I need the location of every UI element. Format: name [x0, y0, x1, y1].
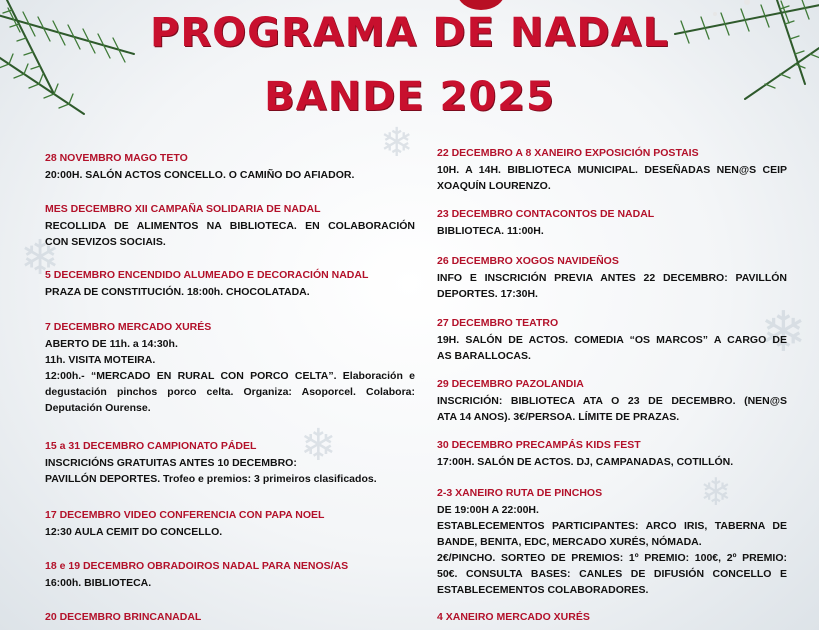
snowflake-icon: ❄ — [700, 470, 732, 514]
event-item — [45, 610, 415, 624]
event-details — [437, 393, 787, 425]
event-detail-line: 12:00h.- “MERCADO EN RURAL CON PORCO CELTA”. Elaboración e — [45, 370, 415, 382]
event-detail-line: BANDE, BENITA, EDC, MERCADO XURÉS, NÓMADA. — [437, 536, 702, 548]
event-details — [437, 270, 787, 302]
event-detail-line: 50€. CONSULTA BASES: CANLES DE DIFUSIÓN CONCELLO E — [437, 568, 787, 580]
event-heading: MES DECEMBRO XII CAMPAÑA SOLIDARIA DE NADAL — [45, 203, 321, 215]
event-item — [45, 202, 415, 250]
event-detail-line: 12:30 AULA CEMIT DO CONCELLO. — [45, 526, 223, 538]
event-item — [437, 254, 787, 302]
event-detail-line: 11h. VISITA MOTEIRA. — [45, 354, 156, 366]
snowflake-icon: ❄ — [380, 120, 414, 166]
snowflake-icon: ❄ — [20, 230, 61, 286]
event-item — [45, 151, 415, 183]
event-details — [45, 455, 415, 487]
event-detail-line: XOAQUÍN LOURENZO. — [437, 180, 551, 192]
event-details — [45, 575, 415, 591]
event-heading: 7 DECEMBRO MERCADO XURÉS — [45, 321, 212, 333]
event-detail-line: AS BARALLOCAS. — [437, 350, 531, 362]
event-detail-line: ESTABLECEMENTOS PARTICIPANTES: ARCO IRIS, TABERNA DE — [437, 520, 787, 532]
event-detail-line: ESTABLECEMENTOS COLABORADORES. — [437, 584, 649, 596]
snowflake-icon: ❄ — [760, 300, 807, 365]
event-details — [45, 167, 415, 183]
event-heading: 26 DECEMBRO XOGOS NAVIDEÑOS — [437, 255, 619, 267]
event-detail-line: degustación pinchos porco celta. Organiza: Asoporcel. Colabora: — [45, 386, 415, 398]
event-heading: 29 DECEMBRO PAZOLANDIA — [437, 378, 584, 390]
event-heading: 30 DECEMBRO PRECAMPÁS KIDS FEST — [437, 439, 641, 451]
event-details — [437, 454, 787, 470]
event-item — [437, 207, 787, 239]
event-detail-line: 19H. SALÓN DE ACTOS. COMEDIA “OS MARCOS” A CARGO DE — [437, 334, 787, 346]
page-title: PROGRAMA DE NADAL — [150, 10, 669, 56]
event-detail-line: INSCRICIÓN: BIBLIOTECA ATA O 23 DE DECEMBRO. (NEN@S — [437, 395, 787, 407]
event-detail-line: 2€/PINCHO. SORTEO DE PREMIOS: 1º PREMIO: 100€, 2º PREMIO: — [437, 552, 787, 564]
event-heading: 2-3 XANEIRO RUTA DE PINCHOS — [437, 487, 603, 499]
event-detail-line: RECOLLIDA DE ALIMENTOS NA BIBLIOTECA. EN COLABORACIÓN — [45, 220, 415, 232]
event-heading: 20 DECEMBRO BRINCANADAL — [45, 611, 202, 623]
event-detail-line: DE 19:00H A 22:00H. — [437, 504, 539, 516]
event-item — [437, 438, 787, 470]
event-heading: 22 DECEMBRO A 8 XANEIRO EXPOSICIÓN POSTAIS — [437, 147, 699, 159]
event-details — [437, 332, 787, 364]
snowflake-icon: ❄ — [300, 420, 337, 471]
event-details — [45, 336, 415, 416]
event-item — [45, 268, 415, 300]
event-heading: 28 NOVEMBRO MAGO TETO — [45, 152, 188, 164]
event-details — [45, 218, 415, 250]
event-detail-line: 20:00H. SALÓN ACTOS CONCELLO. O CAMIÑO DO AFIADOR. — [45, 169, 355, 181]
event-detail-line: BIBLIOTECA. 11:00H. — [437, 225, 544, 237]
page-subtitle: BANDE 2025 — [264, 74, 555, 120]
event-item — [437, 610, 787, 624]
event-heading: 15 a 31 DECEMBRO CAMPIONATO PÁDEL — [45, 440, 257, 452]
event-details — [45, 524, 415, 540]
event-details — [437, 502, 787, 598]
event-item — [437, 146, 787, 194]
event-heading: 4 XANEIRO MERCADO XURÉS — [437, 611, 590, 623]
event-detail-line: DEPORTES. 17:30H. — [437, 288, 538, 300]
event-item — [437, 377, 787, 425]
event-details — [45, 284, 415, 300]
event-detail-line: CON SEVIZOS SOCIAIS. — [45, 236, 166, 248]
event-item — [45, 508, 415, 540]
event-details — [437, 162, 787, 194]
event-details — [437, 223, 787, 239]
event-detail-line: INFO E INSCRICIÓN PREVIA ANTES 22 DECEMBRO: PAVILLÓN — [437, 272, 787, 284]
event-detail-line: 10H. A 14H. BIBLIOTECA MUNICIPAL. DESEÑADAS NEN@S CEIP — [437, 164, 787, 176]
event-item — [437, 316, 787, 364]
event-detail-line: PAVILLÓN DEPORTES. Trofeo e premios: 3 primeiros clasificados. — [45, 473, 377, 485]
event-heading: 23 DECEMBRO CONTACONTOS DE NADAL — [437, 208, 655, 220]
event-heading: 5 DECEMBRO ENCENDIDO ALUMEADO E DECORACIÓN NADAL — [45, 269, 369, 281]
event-item — [437, 486, 787, 598]
event-detail-line: 16:00h. BIBLIOTECA. — [45, 577, 152, 589]
event-item — [45, 439, 415, 487]
event-heading: 17 DECEMBRO VIDEO CONFERENCIA CON PAPA NOEL — [45, 509, 325, 521]
event-heading: 27 DECEMBRO TEATRO — [437, 317, 559, 329]
event-detail-line: PRAZA DE CONSTITUCIÓN. 18:00h. CHOCOLATADA. — [45, 286, 310, 298]
event-detail-line: ATA 14 ANOS). 3€/PERSOA. LÍMITE DE PRAZAS. — [437, 411, 680, 423]
event-detail-line: Deputación Ourense. — [45, 402, 151, 414]
event-item — [45, 559, 415, 591]
event-heading: 18 e 19 DECEMBRO OBRADOIROS NADAL PARA NENOS/AS — [45, 560, 349, 572]
event-item — [45, 320, 415, 416]
event-detail-line: 17:00H. SALÓN DE ACTOS. DJ, CAMPANADAS, COTILLÓN. — [437, 456, 734, 468]
event-detail-line: ABERTO DE 11h. a 14:30h. — [45, 338, 178, 350]
event-detail-line: INSCRICIÓNS GRATUITAS ANTES 10 DECEMBRO: — [45, 457, 297, 469]
